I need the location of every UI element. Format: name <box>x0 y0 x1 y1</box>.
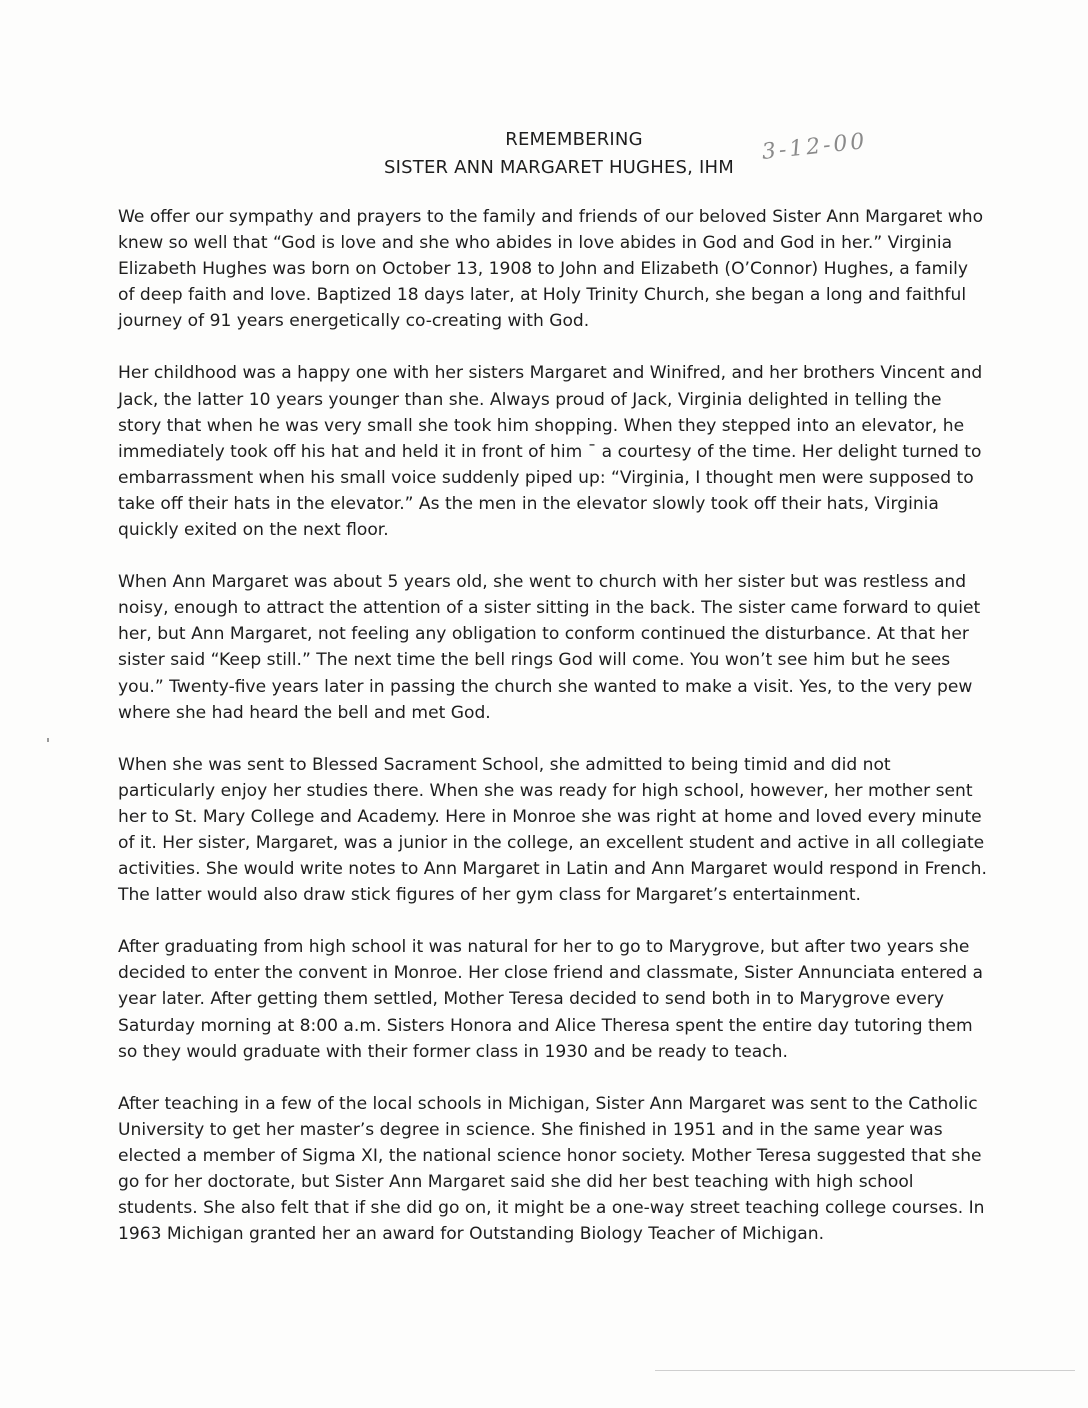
title-block <box>0 126 1088 182</box>
bottom-scan-line <box>655 1370 1075 1371</box>
handwritten-date: 3-12-00 <box>760 129 869 165</box>
paragraph-6: After teaching in a few of the local schools in Michigan, Sister Ann Margaret was sent to the Catholic University to get her master’s degree in science. She finished in 1951 and in the same year was elected a member of Sigma XI, the national science honor society. Mother Teresa suggested that she go for her doctorate, but Sister Ann Margaret said she did her best teaching with high school students. She also felt that if she did go on, it might be a one-way street teaching college courses. In 1963 Michigan granted her an award for Outstanding Biology Teacher of Michigan. <box>118 1093 985 1245</box>
paragraph-2: Her childhood was a happy one with her sisters Margaret and Winifred, and her brothers Vincent and Jack, the latter 10 years younger than she. Always proud of Jack, Virginia delighted in telling the story that when he was very small she took him shopping. When they stepped into an elevator, he immediately took off his hat and held it in front of him ˉ a courtesy of the time. Her delight turned to embarrassment when his small voice suddenly piped up: “Virginia, I thought men were supposed to take off their hats in the elevator.” As the men in the elevator slowly took off their hats, Virginia quickly exited on the next floor. <box>118 363 983 541</box>
paragraph-4: When she was sent to Blessed Sacrament School, she admitted to being timid and did not particularly enjoy her studies there. When she was ready for high school, however, her mother sent her to St. Mary College and Academy. Here in Monroe she was right at home and loved every minute of it. Her sister, Margaret, was a junior in the college, an excellent student and active in all collegiate activities. She would write notes to Ann Margaret in Latin and Ann Margaret would respond in French. The latter would also draw stick figures of her gym class for Margaret’s entertainment. <box>118 754 987 906</box>
title-remembering: REMEMBERING <box>505 129 643 150</box>
body-text <box>118 204 988 1273</box>
title-name: SISTER ANN MARGARET HUGHES, IHM <box>384 157 734 178</box>
paragraph-3: When Ann Margaret was about 5 years old, she went to church with her sister but was restless and noisy, enough to attract the attention of a sister sitting in the back. The sister came forward to quiet her, but Ann Margaret, not feeling any obligation to conform continued the disturbance. At that her sister said “Keep still.” The next time the bell rings God will come. You won’t see him but he sees you.” Twenty-five years later in passing the church she wanted to make a visit. Yes, to the very pew where she had heard the bell and met God. <box>118 572 981 723</box>
stray-mark <box>47 738 49 742</box>
paragraph-5: After graduating from high school it was natural for her to go to Marygrove, but after two years she decided to enter the convent in Monroe. Her close friend and classmate, Sister Annunciata entered a year later. After getting them settled, Mother Teresa decided to send both in to Marygrove every Saturday morning at 8:00 a.m. Sisters Honora and Alice Theresa spent the entire day tutoring them so they would graduate with their former class in 1930 and be ready to teach. <box>118 937 984 1062</box>
paragraph-1: We offer our sympathy and prayers to the family and friends of our beloved Sister Ann Margaret who knew so well that “God is love and she who abides in love abides in God and God in her.” Virginia Elizabeth Hughes was born on October 13, 1908 to John and Elizabeth (O’Connor) Hughes, a family of deep faith and love. Baptized 18 days later, at Holy Trinity Church, she began a long and faithful journey of 91 years energetically co-creating with God. <box>118 207 984 332</box>
